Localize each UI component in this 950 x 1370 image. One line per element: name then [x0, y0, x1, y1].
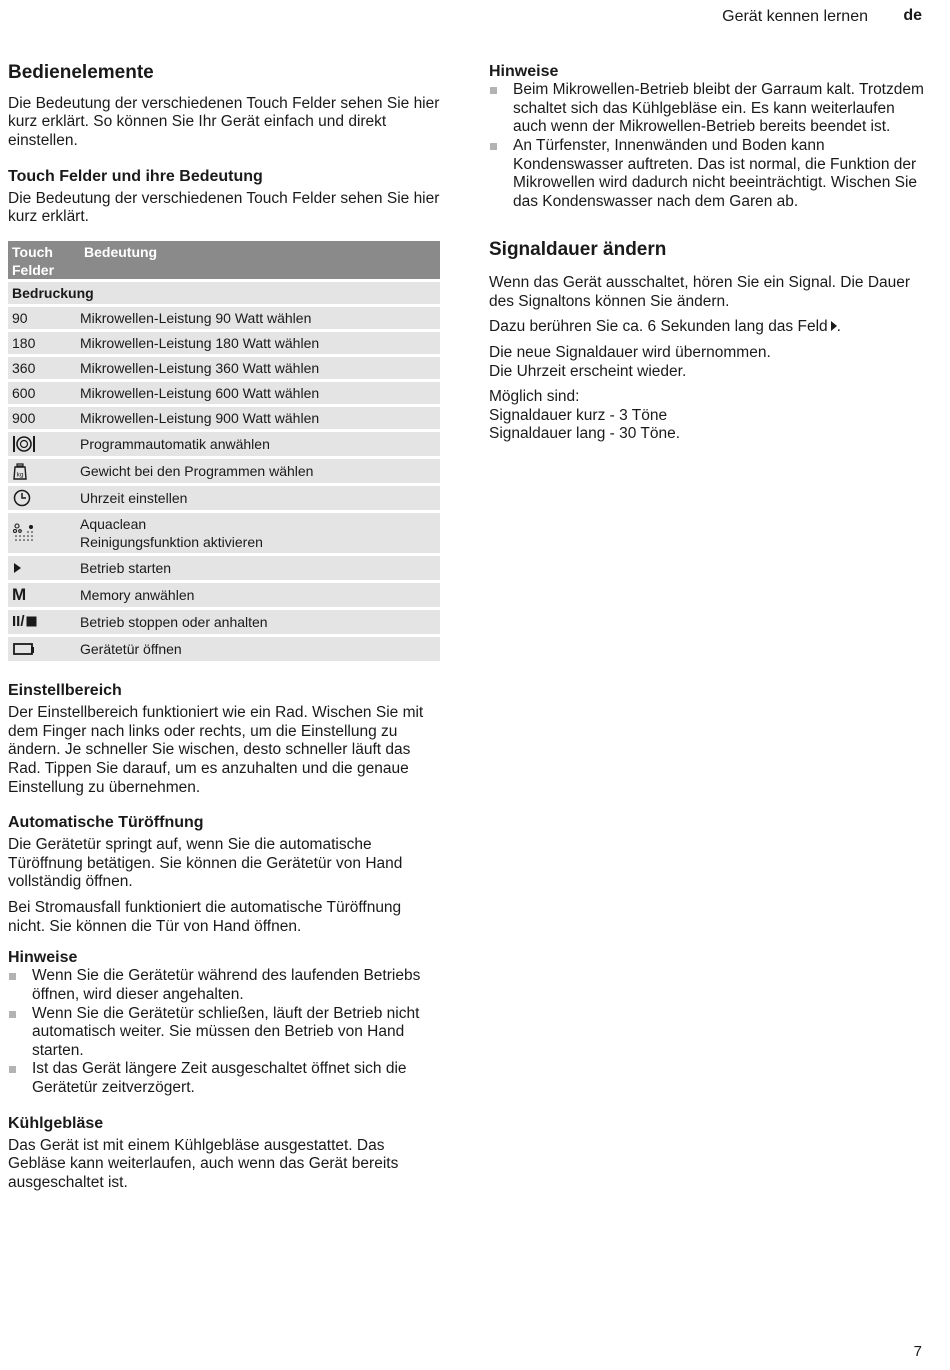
- section-automatische-tueroeffnung: [8, 813, 442, 936]
- touch-fields-table: [8, 241, 440, 661]
- section-touch-felder: [8, 167, 442, 661]
- section-bedienelemente: [8, 62, 442, 151]
- touch-field-meaning: [80, 513, 440, 553]
- paragraph: [489, 388, 929, 444]
- paragraph: [489, 344, 929, 381]
- hinweise-list: [489, 81, 929, 211]
- paragraph-line: Die Uhrzeit erscheint wieder.: [489, 362, 687, 380]
- touch-field-meaning: Programmautomatik anwählen: [80, 435, 270, 452]
- section-kuehlgeblaese: [8, 1114, 442, 1193]
- section-title: Einstellbereich: [8, 681, 122, 699]
- pause-stop-label: II/: [12, 613, 25, 631]
- paragraph: [489, 318, 929, 337]
- memory-letter: M: [12, 584, 27, 604]
- header-title: Gerät kennen lernen: [722, 8, 868, 25]
- section-title: Kühlgebläse: [8, 1114, 104, 1132]
- door-open-icon: [8, 641, 80, 657]
- page-number: 7: [913, 1343, 922, 1360]
- section-title: Touch Felder und ihre Bedeutung: [8, 167, 263, 185]
- clock-icon: [8, 488, 80, 508]
- pause-stop-icon: [8, 613, 80, 630]
- touch-field-key: 180: [12, 334, 36, 351]
- table-row: [8, 486, 440, 510]
- touch-field-meaning: Uhrzeit einstellen: [80, 489, 188, 506]
- list-item: Wenn Sie die Gerätetür während des laufenden Betriebs öffnen, wird dieser angehalten.: [8, 967, 442, 1004]
- table-row: [8, 637, 440, 661]
- paragraph: Der Einstellbereich funktioniert wie ein Rad. Wischen Sie mit dem Finger nach links oder rechts, um die Einstellung zu ändern. Je schneller Sie wischen, desto schneller läuft das Rad. Tippen Sie darauf, um es anzuhalten und die genaue Einstellung zu übernehmen.: [8, 704, 424, 796]
- paragraph: Bei Stromausfall funktioniert die automatische Türöffnung nicht. Sie können die Tür von Hand öffnen.: [8, 899, 402, 935]
- touch-field-meaning: Gerätetür öffnen: [80, 640, 182, 657]
- section-signaldauer: [489, 239, 929, 444]
- aquaclean-icon: [8, 522, 80, 544]
- table-row: [8, 583, 440, 607]
- touch-field-key: 900: [12, 409, 36, 426]
- table-header: [8, 241, 440, 279]
- section-hinweise-left: [8, 948, 442, 1097]
- table-row: [8, 357, 440, 379]
- paragraph: Die Gerätetür springt auf, wenn Sie die automatische Türöffnung betätigen. Sie können die Gerätetür von Hand vollständig öffnen.: [8, 836, 403, 891]
- touch-field-key: 90: [12, 309, 28, 326]
- table-row: [8, 432, 440, 456]
- section-einstellbereich: [8, 681, 442, 797]
- section-title: Automatische Türöffnung: [8, 814, 204, 832]
- paragraph: Die Bedeutung der verschiedenen Touch Felder sehen Sie hier kurz erklärt. So können Sie Ihr Gerät einfach und direkt einstellen.: [8, 94, 440, 149]
- meaning-line: Reinigungsfunktion aktivieren: [80, 533, 263, 550]
- section-hinweise-right: [489, 62, 929, 211]
- section-title: Hinweise: [8, 949, 78, 967]
- touch-field-meaning: Betrieb stoppen oder anhalten: [80, 613, 268, 630]
- column-header-touch-felder: [8, 243, 84, 278]
- touch-field-key: 600: [12, 384, 36, 401]
- header-line: Felder: [12, 261, 55, 278]
- hinweise-list: [8, 967, 442, 1097]
- touch-field-key: 360: [12, 359, 36, 376]
- section-title: Signaldauer ändern: [489, 239, 667, 261]
- paragraph-line: Signaldauer lang - 30 Töne.: [489, 425, 681, 443]
- list-item: Ist das Gerät längere Zeit ausgeschaltet öffnet sich die Gerätetür zeitverzögert.: [8, 1060, 442, 1097]
- paragraph-line: Möglich sind:: [489, 388, 580, 406]
- table-row: [8, 610, 440, 634]
- touch-field-meaning: Mikrowellen-Leistung 180 Watt wählen: [80, 334, 320, 351]
- table-row: [8, 459, 440, 483]
- play-icon: [8, 560, 80, 576]
- table-row: [8, 332, 440, 354]
- paragraph-line: Die neue Signaldauer wird übernommen.: [489, 343, 771, 361]
- paragraph: Das Gerät ist mit einem Kühlgebläse ausgestattet. Das Gebläse kann weiterlaufen, auch wenn das Gerät bereits ausgeschaltet ist.: [8, 1136, 399, 1191]
- weight-kg-icon: [8, 461, 80, 481]
- left-column: [8, 58, 442, 1200]
- list-item: Wenn Sie die Gerätetür schließen, läuft der Betrieb nicht automatisch weiter. Sie müssen den Betrieb von Hand starten.: [8, 1005, 442, 1061]
- touch-field-meaning: Memory anwählen: [80, 586, 195, 603]
- program-plate-icon: [8, 434, 80, 454]
- touch-field-meaning: Mikrowellen-Leistung 90 Watt wählen: [80, 309, 312, 326]
- table-row: [8, 556, 440, 580]
- memory-icon: [8, 585, 80, 605]
- table-row: [8, 513, 440, 553]
- column-header-bedeutung: Bedeutung: [84, 243, 158, 260]
- table-section-bedruckung: Bedruckung: [8, 282, 440, 304]
- paragraph: Die Bedeutung der verschiedenen Touch Felder sehen Sie hier kurz erklärt.: [8, 189, 440, 226]
- touch-field-meaning: Mikrowellen-Leistung 360 Watt wählen: [80, 359, 320, 376]
- paragraph-text: Dazu berühren Sie ca. 6 Sekunden lang das Feld: [489, 318, 828, 336]
- touch-field-meaning: Mikrowellen-Leistung 600 Watt wählen: [80, 384, 320, 401]
- section-title: Hinweise: [489, 63, 559, 80]
- touch-field-meaning: Mikrowellen-Leistung 900 Watt wählen: [80, 409, 320, 426]
- table-row: [8, 382, 440, 404]
- list-item: Beim Mikrowellen-Betrieb bleibt der Garraum kalt. Trotzdem schaltet sich das Kühlgebläse ein. Es kann weiterlaufen auch wenn der Mikrowellen-Betrieb bereits beendet ist.: [489, 81, 929, 137]
- touch-field-meaning: Betrieb starten: [80, 559, 172, 576]
- table-row: [8, 307, 440, 329]
- paragraph-end: .: [836, 318, 841, 336]
- right-column: [489, 58, 929, 451]
- header-language: de: [903, 7, 922, 24]
- kg-label: kg: [16, 471, 24, 479]
- header-line: Touch: [12, 243, 53, 260]
- touch-field-meaning: Gewicht bei den Programmen wählen: [80, 462, 314, 479]
- table-row: [8, 407, 440, 429]
- section-title: Bedienelemente: [8, 62, 154, 83]
- meaning-line: Aquaclean: [80, 515, 147, 532]
- list-item: An Türfenster, Innenwänden und Boden kann Kondenswasser auftreten. Das ist normal, die Funktion der Mikrowellen wird dadurch nicht beeinträchtigt. Wischen Sie das Kondenswasser nach dem Garen ab.: [489, 137, 929, 211]
- paragraph: Wenn das Gerät ausschaltet, hören Sie ein Signal. Die Dauer des Signaltons können Sie ändern.: [489, 274, 911, 310]
- paragraph-line: Signaldauer kurz - 3 Töne: [489, 406, 668, 424]
